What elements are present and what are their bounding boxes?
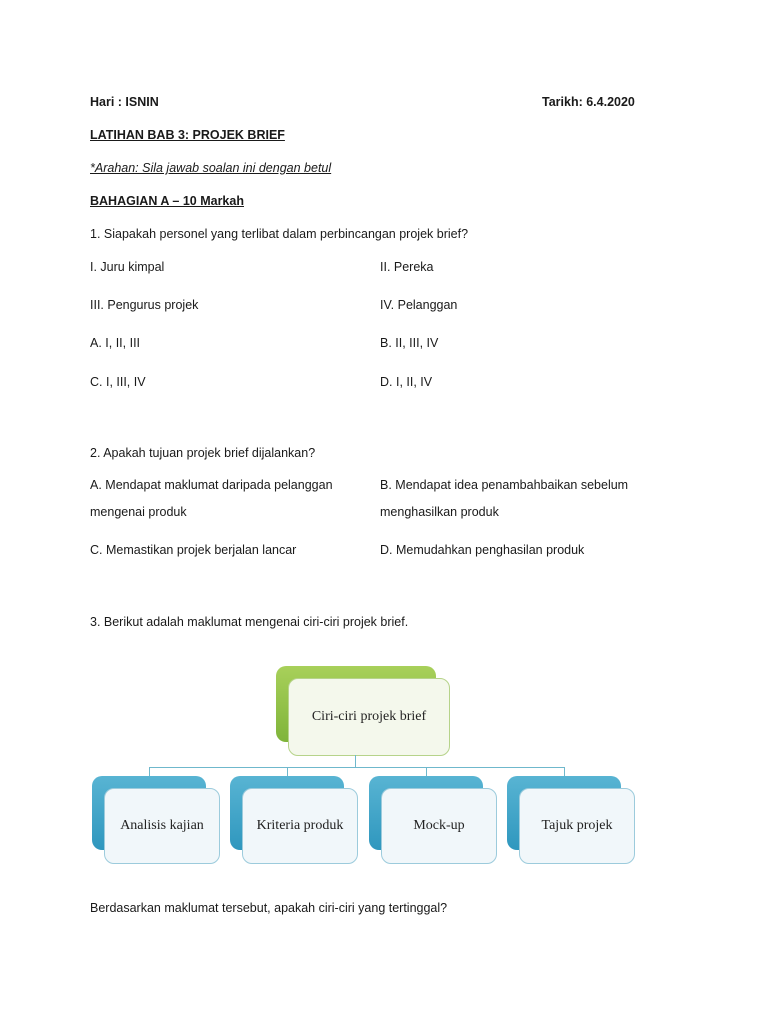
q1-option-c: C. I, III, IV [90,375,146,389]
root-node-label: Ciri-ciri projek brief [311,709,427,724]
q2-option-c: C. Memastikan projek berjalan lancar [90,543,297,557]
follow-up-question: Berdasarkan maklumat tersebut, apakah ciri-ciri yang tertinggal? [90,901,448,915]
worksheet-title: LATIHAN BAB 3: PROJEK BRIEF [90,128,285,142]
date-label: Tarikh: 6.4.2020 [542,95,635,109]
root-node [288,678,450,756]
q1-option-d: D. I, II, IV [380,375,433,389]
q1-item-1: I. Juru kimpal [90,260,165,274]
q2-option-a-line2: mengenai produk [90,505,187,519]
day-label: Hari : ISNIN [90,95,159,109]
connector-trunk [355,755,356,767]
q1-option-a: A. I, II, III [90,336,141,350]
child-node-1 [104,788,220,864]
q1-item-3: III. Pengurus projek [90,298,199,312]
child-node-4 [519,788,635,864]
child-node-3 [381,788,497,864]
question-1: 1. Siapakah personel yang terlibat dalam perbincangan projek brief? [90,227,469,241]
question-3: 3. Berikut adalah maklumat mengenai ciri-ciri projek brief. [90,615,409,629]
q2-option-a-line1: A. Mendapat maklumat daripada pelanggan [90,478,333,492]
q1-item-2: II. Pereka [380,260,434,274]
child-node-2 [242,788,358,864]
instruction-text: *Arahan: Sila jawab soalan ini dengan betul [90,161,332,175]
section-heading: BAHAGIAN A – 10 Markah [90,194,244,208]
q2-option-b-line1: B. Mendapat idea penambahbaikan sebelum [380,478,629,492]
question-2: 2. Apakah tujuan projek brief dijalankan? [90,446,316,460]
q1-item-4: IV. Pelanggan [380,298,458,312]
q2-option-d: D. Memudahkan penghasilan produk [380,543,585,557]
child-node-2-label: Kriteria produk [256,818,344,833]
child-node-1-label: Analisis kajian [120,818,204,833]
q1-option-b: B. II, III, IV [380,336,439,350]
hierarchy-diagram [88,664,636,864]
q2-option-b-line2: menghasilkan produk [380,505,499,519]
child-node-3-label: Mock-up [413,818,465,833]
child-node-4-label: Tajuk projek [541,818,613,833]
connector-bar [149,767,565,768]
